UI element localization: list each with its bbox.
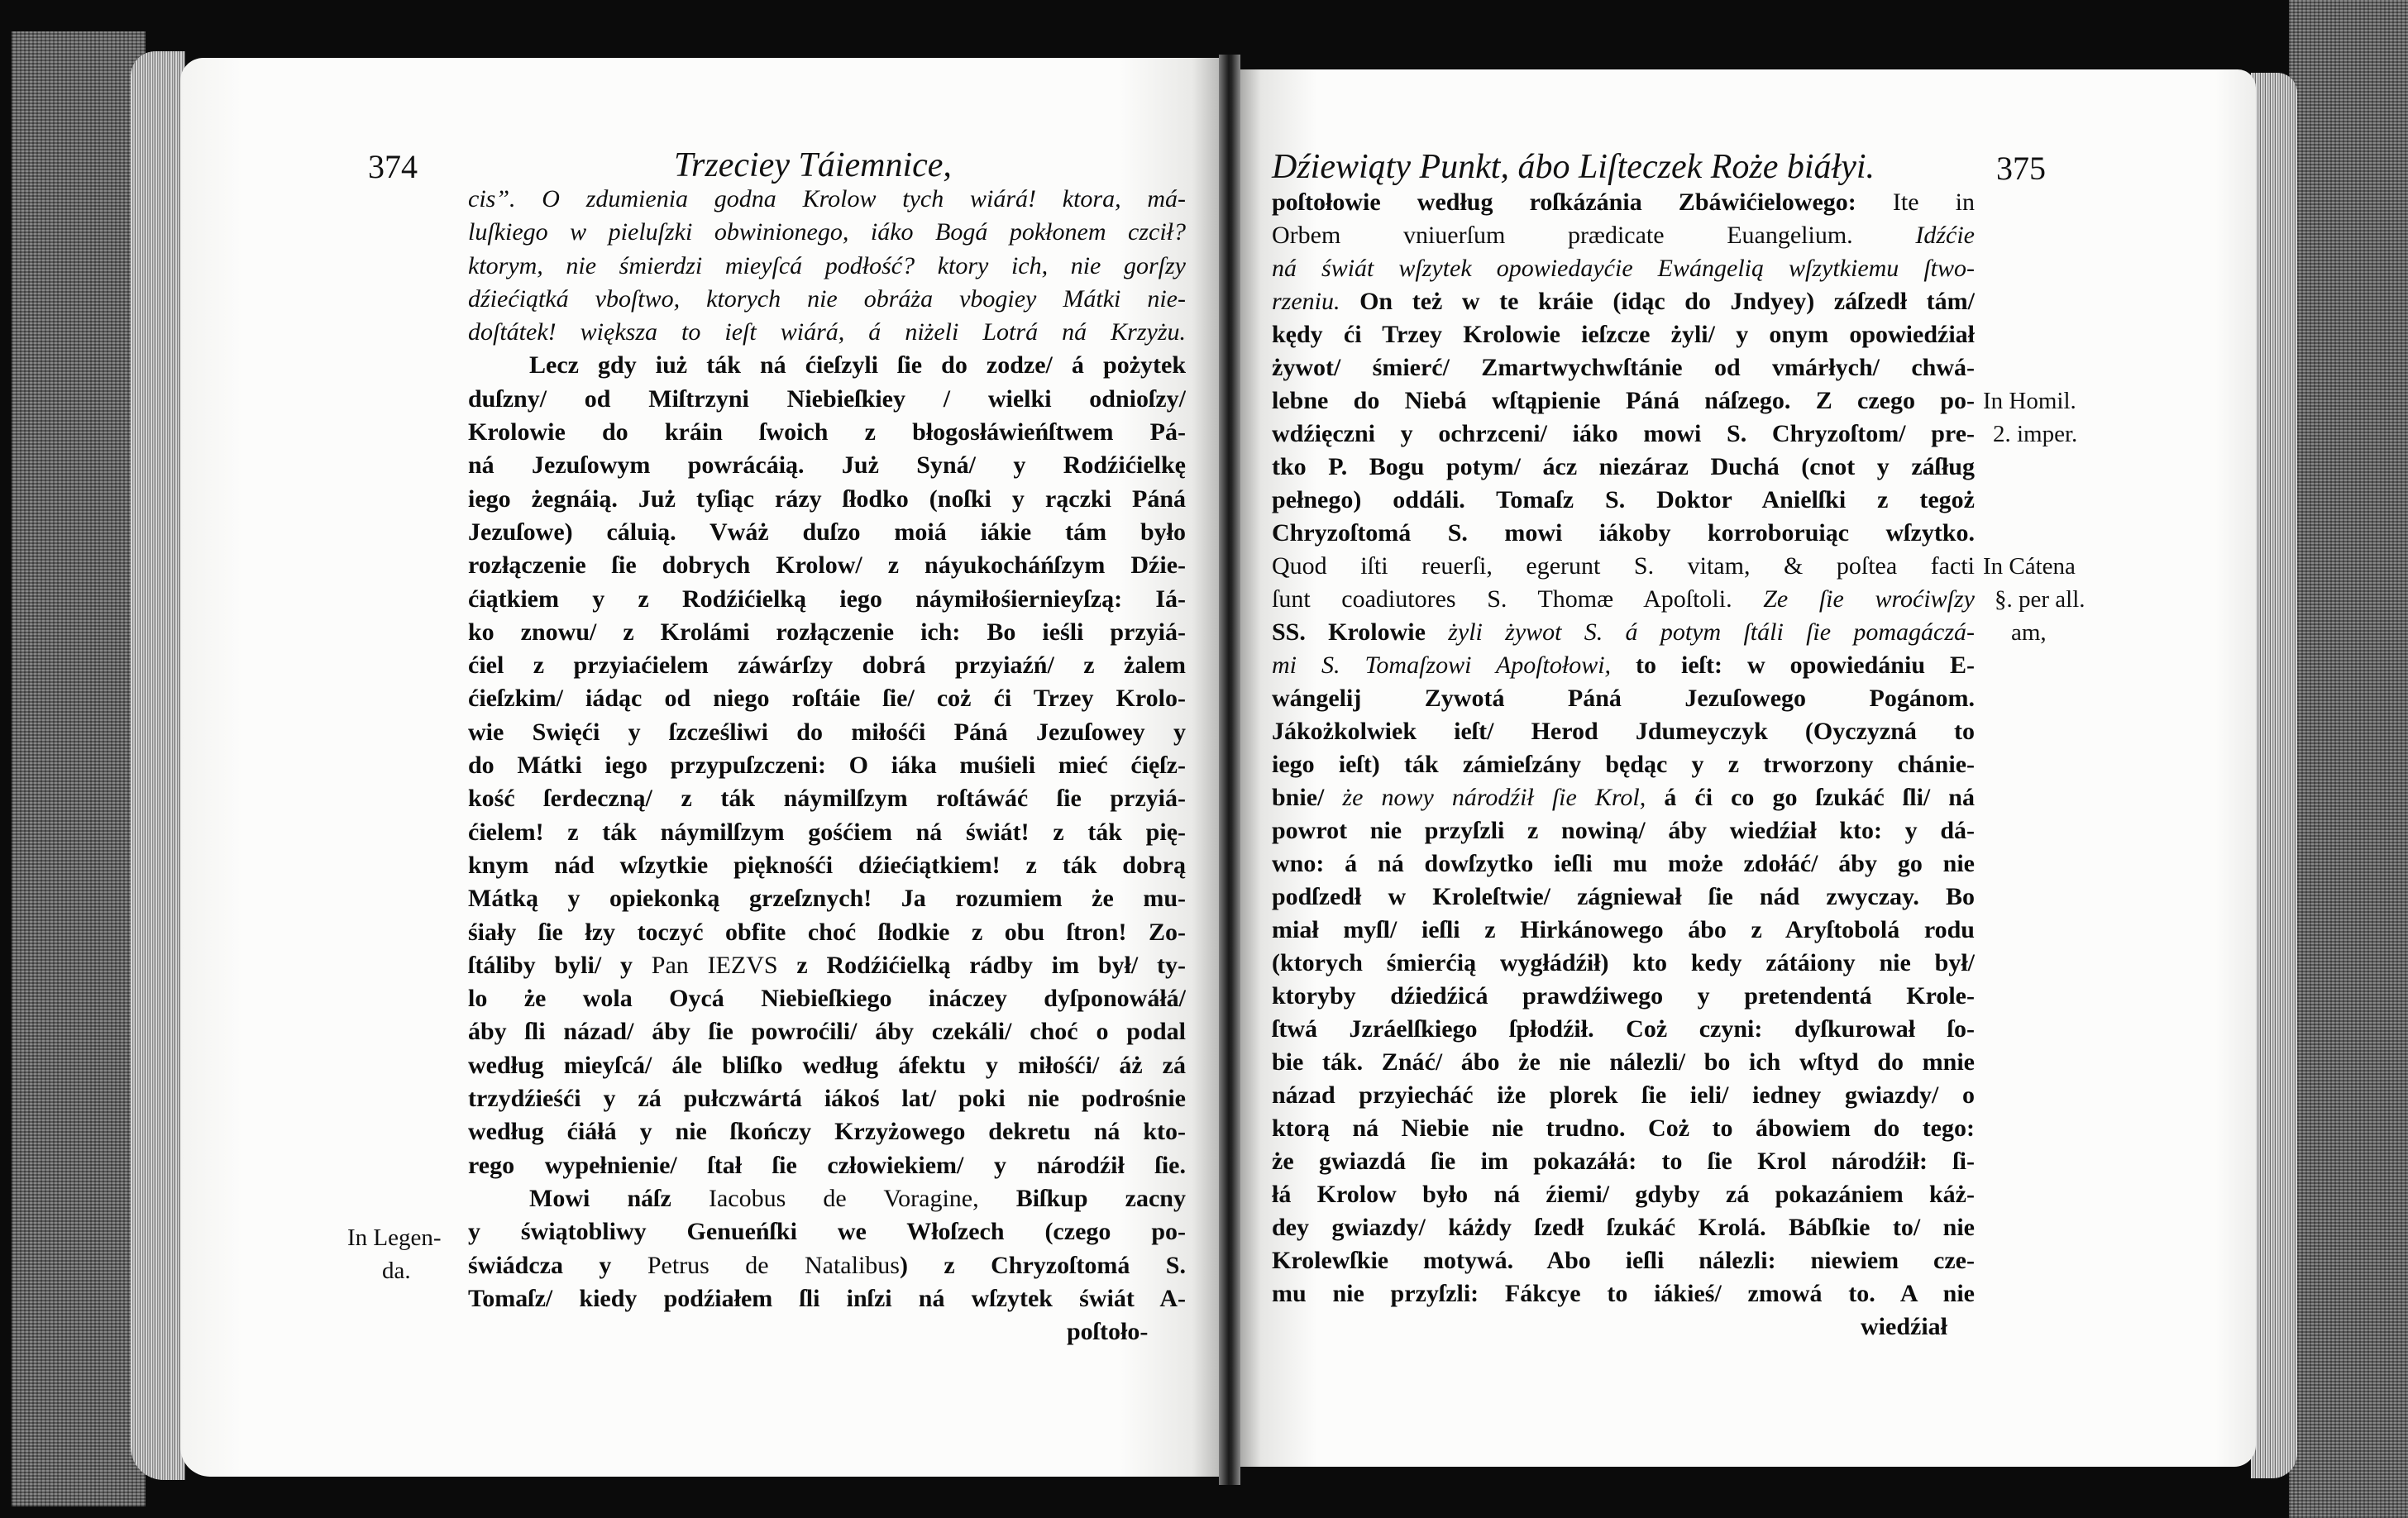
right-text-line	[1272, 781, 1975, 814]
text-segment: powrot nie przyſzli z nowiną/ áby wiedźiał kto: y dá-	[1272, 817, 1975, 844]
text-segment: ) z Chryzoſtomá S.	[899, 1251, 1186, 1279]
left-text-line	[468, 1215, 1186, 1248]
right-text-line	[1272, 186, 1975, 219]
text-segment: knym nád wſzytkie pięknośći dźiećiątkiem! z ták dobrą	[468, 851, 1186, 879]
right-text-line	[1272, 384, 1975, 418]
text-segment: Ite in	[1892, 189, 1975, 216]
left-text-line	[468, 316, 1186, 349]
left-text-line	[468, 949, 1186, 982]
right-text-line	[1272, 649, 1975, 682]
cloth-background-left	[12, 31, 146, 1506]
left-text-line	[468, 816, 1186, 849]
text-segment: do Mátki iego przypuſzczeni: O iáka muśieli mieć ćięſz-	[468, 752, 1186, 780]
right-text-line	[1272, 285, 1975, 318]
right-text-line	[1272, 517, 1975, 550]
text-segment: Chryzoſtomá S. mowi iákoby korroboruiąc wſzytko.	[1272, 519, 1975, 547]
text-segment: Jákożkolwiek ieſt/ Herod Jdumeyczyk (Oyczyzná to	[1272, 718, 1975, 745]
right-text-line	[1272, 550, 1975, 583]
text-segment: ſtáliby byli/ y	[468, 951, 652, 979]
text-segment: lo że wola Oycá Niebieſkiego ináczey dyſponowáłá/	[468, 985, 1186, 1013]
right-page-number: 375	[1996, 150, 2046, 187]
text-segment: ſunt coadiutores S. Thomæ Apoſtoli.	[1272, 585, 1764, 613]
right-running-head: Dźiewiąty Punkt, ábo Liſteczek Roże biáłyi.	[1272, 148, 1875, 186]
left-catchword: poſtoło-	[1067, 1318, 1149, 1345]
text-segment: Quod iſti reuerſi, egerunt S. vitam, & poſtea facti	[1272, 552, 1975, 580]
text-segment: Biſkup zacny	[978, 1184, 1186, 1212]
text-segment: poſtołowie według roſkázánia Zbáwićielowego:	[1272, 189, 1893, 216]
text-segment: cis”. O zdumienia godna Krolow tych wiárá! ktora, má-	[468, 185, 1186, 212]
left-text-line	[468, 583, 1186, 616]
text-segment: kość ſerdeczną/ z ták náymilſzym roſtáwáć ſie przyiá-	[468, 785, 1186, 813]
right-text-line	[1272, 484, 1975, 517]
text-segment: duſzny/ od Miſtrzyni Niebieſkiey / wielki odnioſzy/	[468, 384, 1186, 413]
text-segment: ktorym, nie śmierdzi mieyſcá podłość? ktory ich, nie gorſzy	[468, 251, 1186, 279]
right-text-line	[1272, 219, 1975, 252]
text-segment: żyli żywot S. á potym ſtáli ſie pomagáczá-	[1448, 618, 1975, 646]
margin-note-line: In Cátena	[1983, 553, 2076, 580]
margin-note-line: In Homil.	[1983, 388, 2076, 414]
left-text-line	[468, 449, 1186, 482]
page-edges-right	[2251, 73, 2297, 1478]
text-segment: wie Swięći y ſzcześliwi do miłośći Páná Jezuſowey y	[468, 718, 1186, 746]
text-segment: to ieſt: w opowiedániu E-	[1611, 652, 1975, 679]
text-segment: bnie/	[1272, 784, 1343, 811]
right-text-line	[1272, 1145, 1975, 1178]
text-segment: dźiećiątká vboſtwo, ktorych nie obráża vbogiey Mátki nie-	[468, 284, 1186, 313]
text-segment: doſtátek! większa to ieſt wiárá, á niżeli Lotrá ná Krzyżu.	[468, 318, 1186, 346]
right-page-text	[1272, 186, 1975, 1310]
right-text-line	[1272, 715, 1975, 748]
text-segment: Mátką y opiekonką grzeſznych! Ja rozumiem że mu-	[468, 885, 1186, 913]
left-text-line	[468, 1015, 1186, 1048]
text-segment: Iacobus de Voragine,	[708, 1184, 979, 1212]
text-segment: Ze ſie wroćiwſzy	[1763, 585, 1975, 613]
text-segment: rego wypełnienie/ ſtał ſie człowiekiem/ y národźił ſie.	[468, 1151, 1186, 1179]
margin-note-line: 2. imper.	[1993, 421, 2078, 447]
left-text-line	[468, 250, 1186, 283]
text-segment: ćiel z przyiaćielem záwárſzy dobrá przyiaźń/ z żalem	[468, 652, 1186, 680]
left-text-line	[468, 416, 1186, 449]
left-text-line	[468, 682, 1186, 715]
right-text-line	[1272, 847, 1975, 881]
text-segment: według ćiáłá y nie ſkończy Krzyżowego dekretu ná kto-	[468, 1118, 1186, 1146]
left-text-line	[468, 516, 1186, 549]
text-segment: kędy ći Trzey Krolowie ieſzcze żyli/ y onym opowiedźiał	[1272, 321, 1975, 348]
right-text-line	[1272, 583, 1975, 616]
text-segment: że nowy národźił ſie Krol,	[1342, 784, 1646, 811]
left-text-line	[468, 549, 1186, 582]
text-segment: świádcza y	[468, 1251, 647, 1279]
right-text-line	[1272, 814, 1975, 847]
left-text-line	[468, 716, 1186, 749]
left-text-line	[468, 1082, 1186, 1115]
text-segment: iego żegnáią. Już tyſiąc rázy ſłodko (noſki y rączki Páná	[468, 485, 1186, 513]
text-segment: SS. Krolowie	[1272, 618, 1449, 646]
left-text-line	[468, 916, 1186, 949]
right-text-line	[1272, 947, 1975, 980]
right-text-line	[1272, 914, 1975, 947]
text-segment: bie ták. Znáć/ ábo że nie nálezli/ bo ich wſtyd do mnie	[1272, 1048, 1975, 1076]
text-segment: że gwiazdá ſie im pokazáłá: to ſie Krol národźił: ſi-	[1272, 1148, 1975, 1175]
text-segment: mi S. Tomaſzowi Apoſtołowi,	[1272, 652, 1612, 679]
text-segment: iego ieſt) ták zámieſzány będąc y z trworzony chánie-	[1272, 751, 1975, 778]
text-segment: Orbem vniuerſum prædicate Euangelium.	[1272, 222, 1916, 249]
left-text-line	[468, 1115, 1186, 1148]
text-segment: Petrus de Natalibus	[647, 1251, 900, 1279]
left-text-line	[468, 1049, 1186, 1082]
margin-note-right-catena	[1983, 550, 2086, 649]
text-segment: (ktorych śmierćią wygłádźił) kto kedy zátáiony nie był/	[1272, 949, 1975, 976]
right-text-line	[1272, 1079, 1975, 1112]
right-text-line	[1272, 1277, 1975, 1310]
text-segment: ktorą ná Niebie nie trudno. Coż to ábowiem do tego:	[1272, 1115, 1975, 1142]
left-text-line	[468, 749, 1186, 782]
text-segment: łá Krolow było ná źiemi/ gdyby zá pokazániem káż-	[1272, 1181, 1975, 1208]
right-text-line	[1272, 252, 1975, 285]
text-segment: żywot/ śmierć/ Zmartwychwſtánie od vmárłych/ chwá-	[1272, 354, 1975, 381]
left-text-line	[468, 1149, 1186, 1182]
right-text-line	[1272, 1046, 1975, 1079]
text-segment: tko P. Bogu potym/ ácz niezáraz Duchá (cnot y záſług	[1272, 453, 1975, 480]
margin-note-line: da.	[382, 1258, 411, 1284]
text-segment: trzydźieśći y zá pułczwártá iákoś lat/ poki nie podrośnie	[468, 1085, 1186, 1113]
right-text-line	[1272, 980, 1975, 1013]
text-segment: ćielem! z ták náymilſzym gośćiem ná świát! z ták pię-	[468, 818, 1186, 846]
text-segment: pełnego) oddáli. Tomaſz S. Doktor Anielſki z tegoż	[1272, 486, 1975, 513]
right-text-line	[1272, 1112, 1975, 1145]
left-text-line	[468, 183, 1186, 216]
text-segment: mu nie przyſzli: Fákcye to iákieś/ zmowá to. A nie	[1272, 1280, 1975, 1307]
margin-note-left	[347, 1221, 442, 1287]
left-text-line	[468, 982, 1186, 1015]
text-segment: rozłączenie ſie dobrych Krolow/ z náyukocháńſzym Dźie-	[468, 551, 1186, 580]
text-segment: ſtwá Jzráelſkiego ſpłodźił. Coż czyni: dyſkurował ſo-	[1272, 1015, 1975, 1043]
text-segment: á ći co go ſzukáć ſli/ ná	[1646, 784, 1975, 811]
left-text-line	[468, 616, 1186, 649]
right-text-line	[1272, 1178, 1975, 1211]
margin-note-right-homil	[1983, 384, 2077, 451]
left-running-head: Trzeciey Táiemnice,	[674, 146, 952, 184]
right-text-line	[1272, 748, 1975, 781]
margin-note-line: am,	[2011, 619, 2047, 646]
book-gutter	[1219, 55, 1240, 1485]
left-text-line	[468, 483, 1186, 516]
text-segment: wángelij Zywotá Páná Jezuſowego Pogánom.	[1272, 685, 1975, 712]
right-text-line	[1272, 451, 1975, 484]
text-segment: lebne do Niebá wſtąpienie Páná náſzego. Z czego po-	[1272, 387, 1975, 414]
left-page-number: 374	[368, 148, 418, 185]
text-segment: miał myſl/ ieſli z Hirkánowego ábo z Aryſtobolá rodu	[1272, 916, 1975, 943]
right-text-line	[1272, 1244, 1975, 1277]
left-text-line	[468, 882, 1186, 915]
left-text-line	[468, 649, 1186, 682]
text-segment: dey gwiazdy/ káżdy ſzedł ſzukáć Krolá. Bábſkie to/ nie	[1272, 1214, 1975, 1241]
text-segment: ćieſzkim/ iádąc od niego roſtáie ſie/ coż ći Trzey Krolo-	[468, 685, 1186, 713]
text-segment: y świątobliwy Genueńſki we Włoſzech (czego po-	[468, 1218, 1186, 1246]
right-text-line	[1272, 418, 1975, 451]
cloth-background-right	[2289, 0, 2408, 1518]
right-text-line	[1272, 1211, 1975, 1244]
left-text-line	[468, 383, 1186, 416]
right-text-line	[1272, 881, 1975, 914]
left-text-line	[468, 283, 1186, 316]
right-text-line	[1272, 318, 1975, 351]
margin-note-line: §. per all.	[1995, 586, 2086, 613]
right-text-line	[1272, 682, 1975, 715]
text-segment: Jezuſowe) cáluią. Vwáż duſzo moiá iákie tám było	[468, 518, 1186, 546]
left-text-line	[468, 216, 1186, 249]
text-segment: On też w te kráie (idąc do Jndyey) záſzedł tám/	[1359, 288, 1975, 315]
left-text-line	[468, 349, 1186, 382]
left-text-line	[468, 849, 1186, 882]
left-text-line	[468, 1282, 1186, 1315]
text-segment: podſzedł w Kroleſtwie/ zágniewał ſie nád zwyczay. Bo	[1272, 883, 1975, 910]
text-segment: ná Jezuſowym powrácáią. Już Syná/ y Rodźićielkę	[468, 451, 1186, 480]
text-segment: Lecz gdy iuż ták ná ćieſzyli ſie do zodze/ á pożytek	[529, 351, 1186, 380]
text-segment: z Rodźićielką rádby im był/ ty-	[777, 951, 1186, 979]
text-segment: áby ſli názad/ áby ſie powroćili/ áby czekáli/ choć o podal	[468, 1018, 1186, 1046]
text-segment: ćiątkiem y z Rodźićielką iego náymiłośiernieyſzą: Iá-	[468, 585, 1186, 613]
text-segment: Pan IEZVS	[651, 951, 778, 979]
right-text-line	[1272, 351, 1975, 384]
page-edges-left	[131, 51, 185, 1480]
text-segment: Mowi náſz	[529, 1184, 709, 1212]
text-segment: według mieyſcá/ ále bliſko według áfektu y miłośći/ áż zá	[468, 1051, 1186, 1079]
left-text-line	[468, 1249, 1186, 1282]
left-text-line	[468, 782, 1186, 815]
right-catchword: wiedźiał	[1861, 1313, 1947, 1340]
text-segment: wdźięczni y ochrzceni/ iáko mowi S. Chryzoſtom/ pre-	[1272, 420, 1975, 447]
text-segment: wno: á ná dowſzytko ieſli mu może zdołáć/ áby go nie	[1272, 850, 1975, 877]
left-page-text	[468, 183, 1186, 1315]
text-segment: ko znowu/ z Krolámi rozłączenie ich: Bo ieśli przyiá-	[468, 618, 1186, 646]
text-segment: luſkiego w pieluſzki obwinionego, iáko Bogá pokłonem czcił?	[468, 218, 1186, 246]
text-segment: rzeniu.	[1272, 288, 1360, 315]
text-segment: Krolowie do kráin ſwoich z błogosłáwieńſtwem Pá-	[468, 418, 1186, 446]
text-segment: názad przyiecháć iże plorek ſie ieli/ iedney gwiazdy/ o	[1272, 1081, 1975, 1109]
right-text-line	[1272, 616, 1975, 649]
text-segment: Idźćie	[1915, 222, 1975, 249]
text-segment: ná świát wſzytek opowiedayćie Ewángelią wſzytkiemu ſtwo-	[1272, 255, 1975, 282]
left-text-line	[468, 1182, 1186, 1215]
margin-note-line: In Legen-	[347, 1224, 442, 1251]
text-segment: Tomaſz/ kiedy podźiałem ſli inſzi ná wſzytek świát A-	[468, 1284, 1186, 1312]
right-text-line	[1272, 1013, 1975, 1046]
text-segment: śiały ſie łzy toczyć obfite choć ſłodkie z obu ſtron! Zo-	[468, 918, 1186, 946]
text-segment: ktoryby dźiedźicá prawdźiwego y pretendentá Krole-	[1272, 982, 1975, 1010]
text-segment: Krolewſkie motywá. Abo ieſli nálezli: niewiem cze-	[1272, 1247, 1975, 1274]
